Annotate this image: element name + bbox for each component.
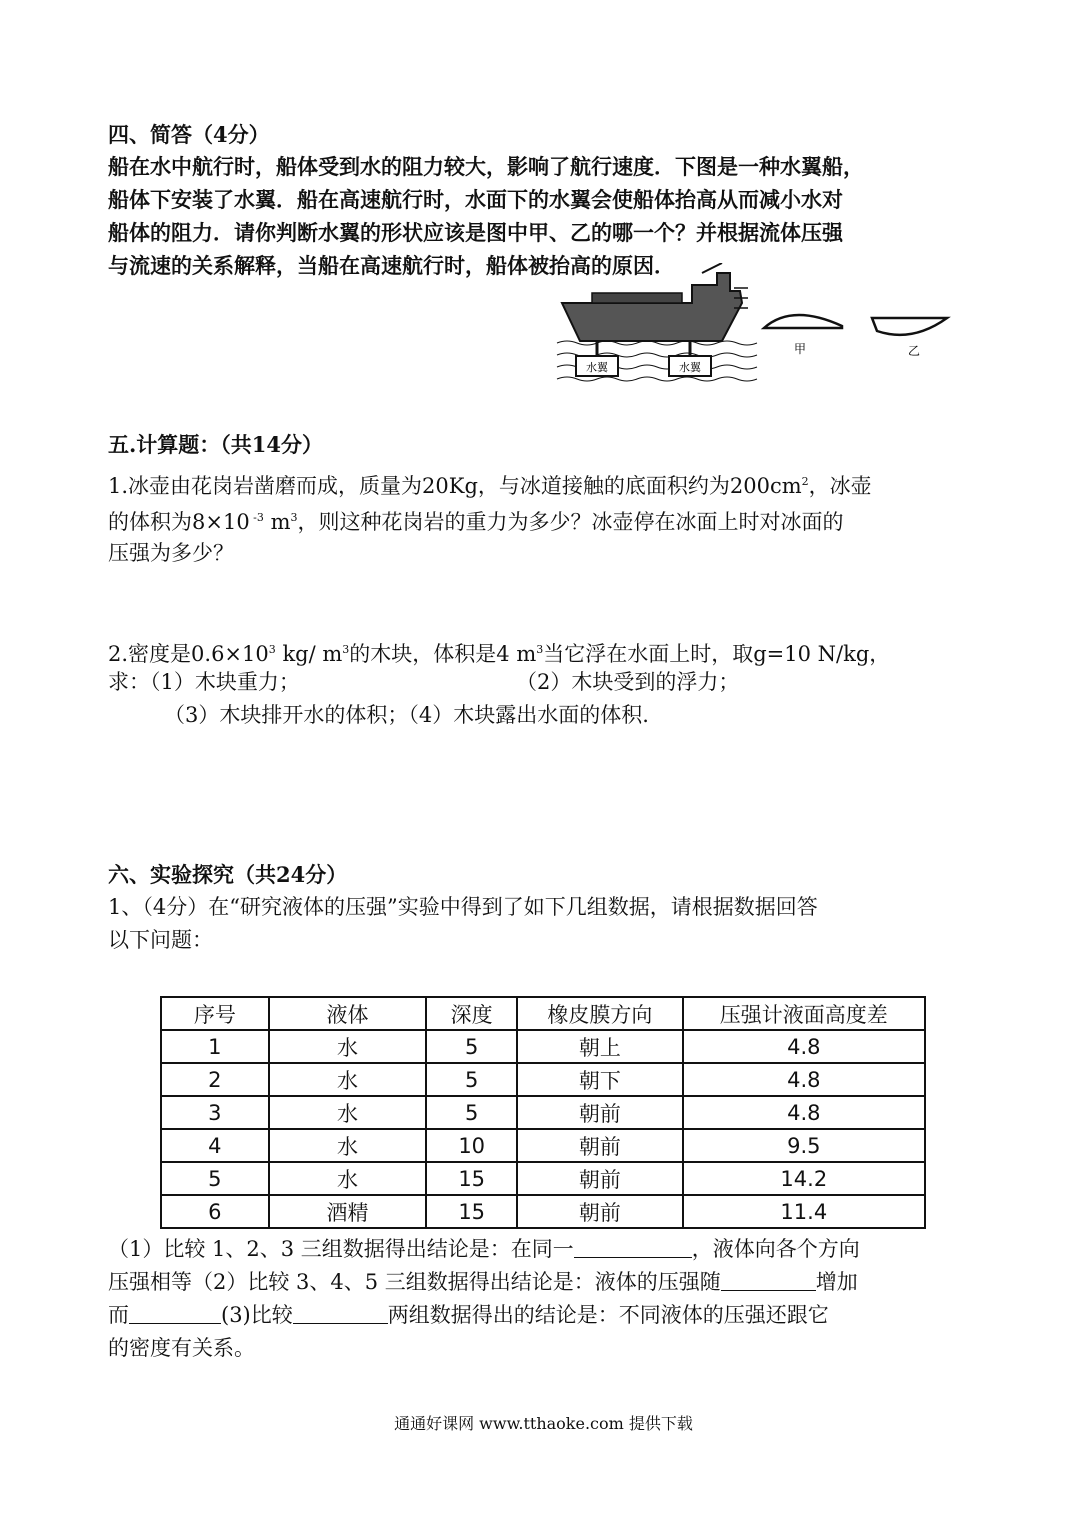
table-cell: 4.8 [683, 1030, 925, 1063]
table-cell: 4 [161, 1129, 269, 1162]
table-row [161, 1030, 925, 1063]
wing-label-a: 甲 [793, 342, 807, 356]
q6-1-line-1: 1、（4分）在“研究液体的压强”实验中得到了如下几组数据，请根据数据回答 [108, 895, 818, 919]
answer-blank-3[interactable] [129, 1301, 221, 1324]
section-4-line-1: 船在水中航行时，船体受到水的阻力较大，影响了航行速度．下图是一种水翼船， [108, 154, 864, 179]
answer-blank-4[interactable] [293, 1301, 388, 1324]
q6-1-line-2: 以下问题： [108, 928, 213, 952]
answer-line-4: 的密度有关系。 [108, 1336, 255, 1360]
q5-1-line-1: 1.冰壶由花岗岩凿磨而成，质量为20Kg，与冰道接触的底面积约为$200cm^2$，冰壶 [108, 474, 872, 498]
table-cell: 14.2 [683, 1162, 925, 1195]
table-cell: 15 [426, 1195, 517, 1228]
table-cell: 5 [426, 1030, 517, 1063]
section-5-heading: 五.计算题：（共14分） [108, 432, 324, 457]
table-cell: 5 [161, 1162, 269, 1195]
table-cell: 水 [269, 1162, 427, 1195]
page-footer: 通通好课网 www.tthaoke.com 提供下载 [394, 1414, 693, 1433]
table-cell: 15 [426, 1162, 517, 1195]
table-cell: 朝前 [517, 1096, 683, 1129]
section-4-line-3: 船体的阻力．请你判断水翼的形状应该是图中甲、乙的哪一个？并根据流体压强 [108, 220, 843, 245]
answer-line-3: 而 (3)比较 两组数据得出的结论是：不同液体的压强还跟它 [108, 1303, 829, 1327]
table-row [161, 1195, 925, 1228]
q5-1-line-2: 的体积为8×10 $^{-3}$ $m^3$，则这种花岗岩的重力为多少？冰壶停在冰面上时对冰面的 [108, 510, 844, 534]
section-4-heading: 四、简答（4分） [108, 122, 270, 147]
section-6-heading: 六、实验探究（共24分） [108, 862, 348, 887]
hydrofoil-label-2: 水翼 [679, 361, 701, 374]
table-row [161, 1129, 925, 1162]
table-cell: 朝上 [517, 1030, 683, 1063]
table-cell: 水 [269, 1129, 427, 1162]
table-header: 深度 [426, 997, 517, 1030]
section-4-line-4: 与流速的关系解释，当船在高速航行时，船体被抬高的原因． [108, 253, 675, 278]
table-row [161, 1063, 925, 1096]
wing-shape-b [872, 318, 947, 335]
experiment-data-table [160, 996, 926, 1229]
wing-shape-a [764, 315, 842, 328]
table-cell: 朝下 [517, 1063, 683, 1096]
table-header: 压强计液面高度差 [683, 997, 925, 1030]
section-4-line-2: 船体下安装了水翼．船在高速航行时，水面下的水翼会使船体抬高从而减小水对 [108, 187, 843, 212]
q5-2-line-1: 2.密度是$0.6\times 10^3$ kg/ $m^3$的木块，体积是4 $m^3$当它浮在水面上时，取g=10 N/kg， [108, 642, 891, 666]
table-cell: 酒精 [269, 1195, 427, 1228]
hydrofoil-label-1: 水翼 [586, 361, 608, 374]
table-header: 橡皮膜方向 [517, 997, 683, 1030]
hydrofoil-boat-figure [552, 263, 962, 393]
table-cell: 4.8 [683, 1063, 925, 1096]
wing-label-b: 乙 [907, 344, 921, 358]
table-cell: 朝前 [517, 1162, 683, 1195]
q5-2-line-2b: （2）木块受到的浮力； [516, 670, 740, 694]
table-cell: 3 [161, 1096, 269, 1129]
table-cell: 朝前 [517, 1129, 683, 1162]
table-cell: 朝前 [517, 1195, 683, 1228]
q5-2-line-3: （3）木块排开水的体积；（4）木块露出水面的体积. [164, 703, 649, 727]
table-header: 序号 [161, 997, 269, 1030]
answer-line-1: （1）比较 1、2、3 三组数据得出结论是：在同一 ，液体向各个方向 [108, 1237, 860, 1261]
table-cell: 11.4 [683, 1195, 925, 1228]
table-cell: 5 [426, 1096, 517, 1129]
table-header-row [161, 997, 925, 1030]
table-cell: 水 [269, 1063, 427, 1096]
boat-illustration [562, 263, 748, 341]
table-cell: 5 [426, 1063, 517, 1096]
table-cell: 水 [269, 1096, 427, 1129]
table-header: 液体 [269, 997, 427, 1030]
table-row [161, 1096, 925, 1129]
table-cell: 4.8 [683, 1096, 925, 1129]
table-cell: 水 [269, 1030, 427, 1063]
answer-blank-2[interactable] [721, 1268, 816, 1291]
table-row [161, 1162, 925, 1195]
q5-1-line-3: 压强为多少？ [108, 541, 234, 565]
answer-line-2: 压强相等（2）比较 3、4、5 三组数据得出结论是：液体的压强随 增加 [108, 1270, 858, 1294]
answer-blank-1[interactable] [574, 1235, 692, 1258]
q5-2-line-2a: 求：（1）木块重力； [108, 670, 300, 694]
table-cell: 10 [426, 1129, 517, 1162]
table-cell: 1 [161, 1030, 269, 1063]
table-cell: 9.5 [683, 1129, 925, 1162]
table-cell: 2 [161, 1063, 269, 1096]
table-cell: 6 [161, 1195, 269, 1228]
